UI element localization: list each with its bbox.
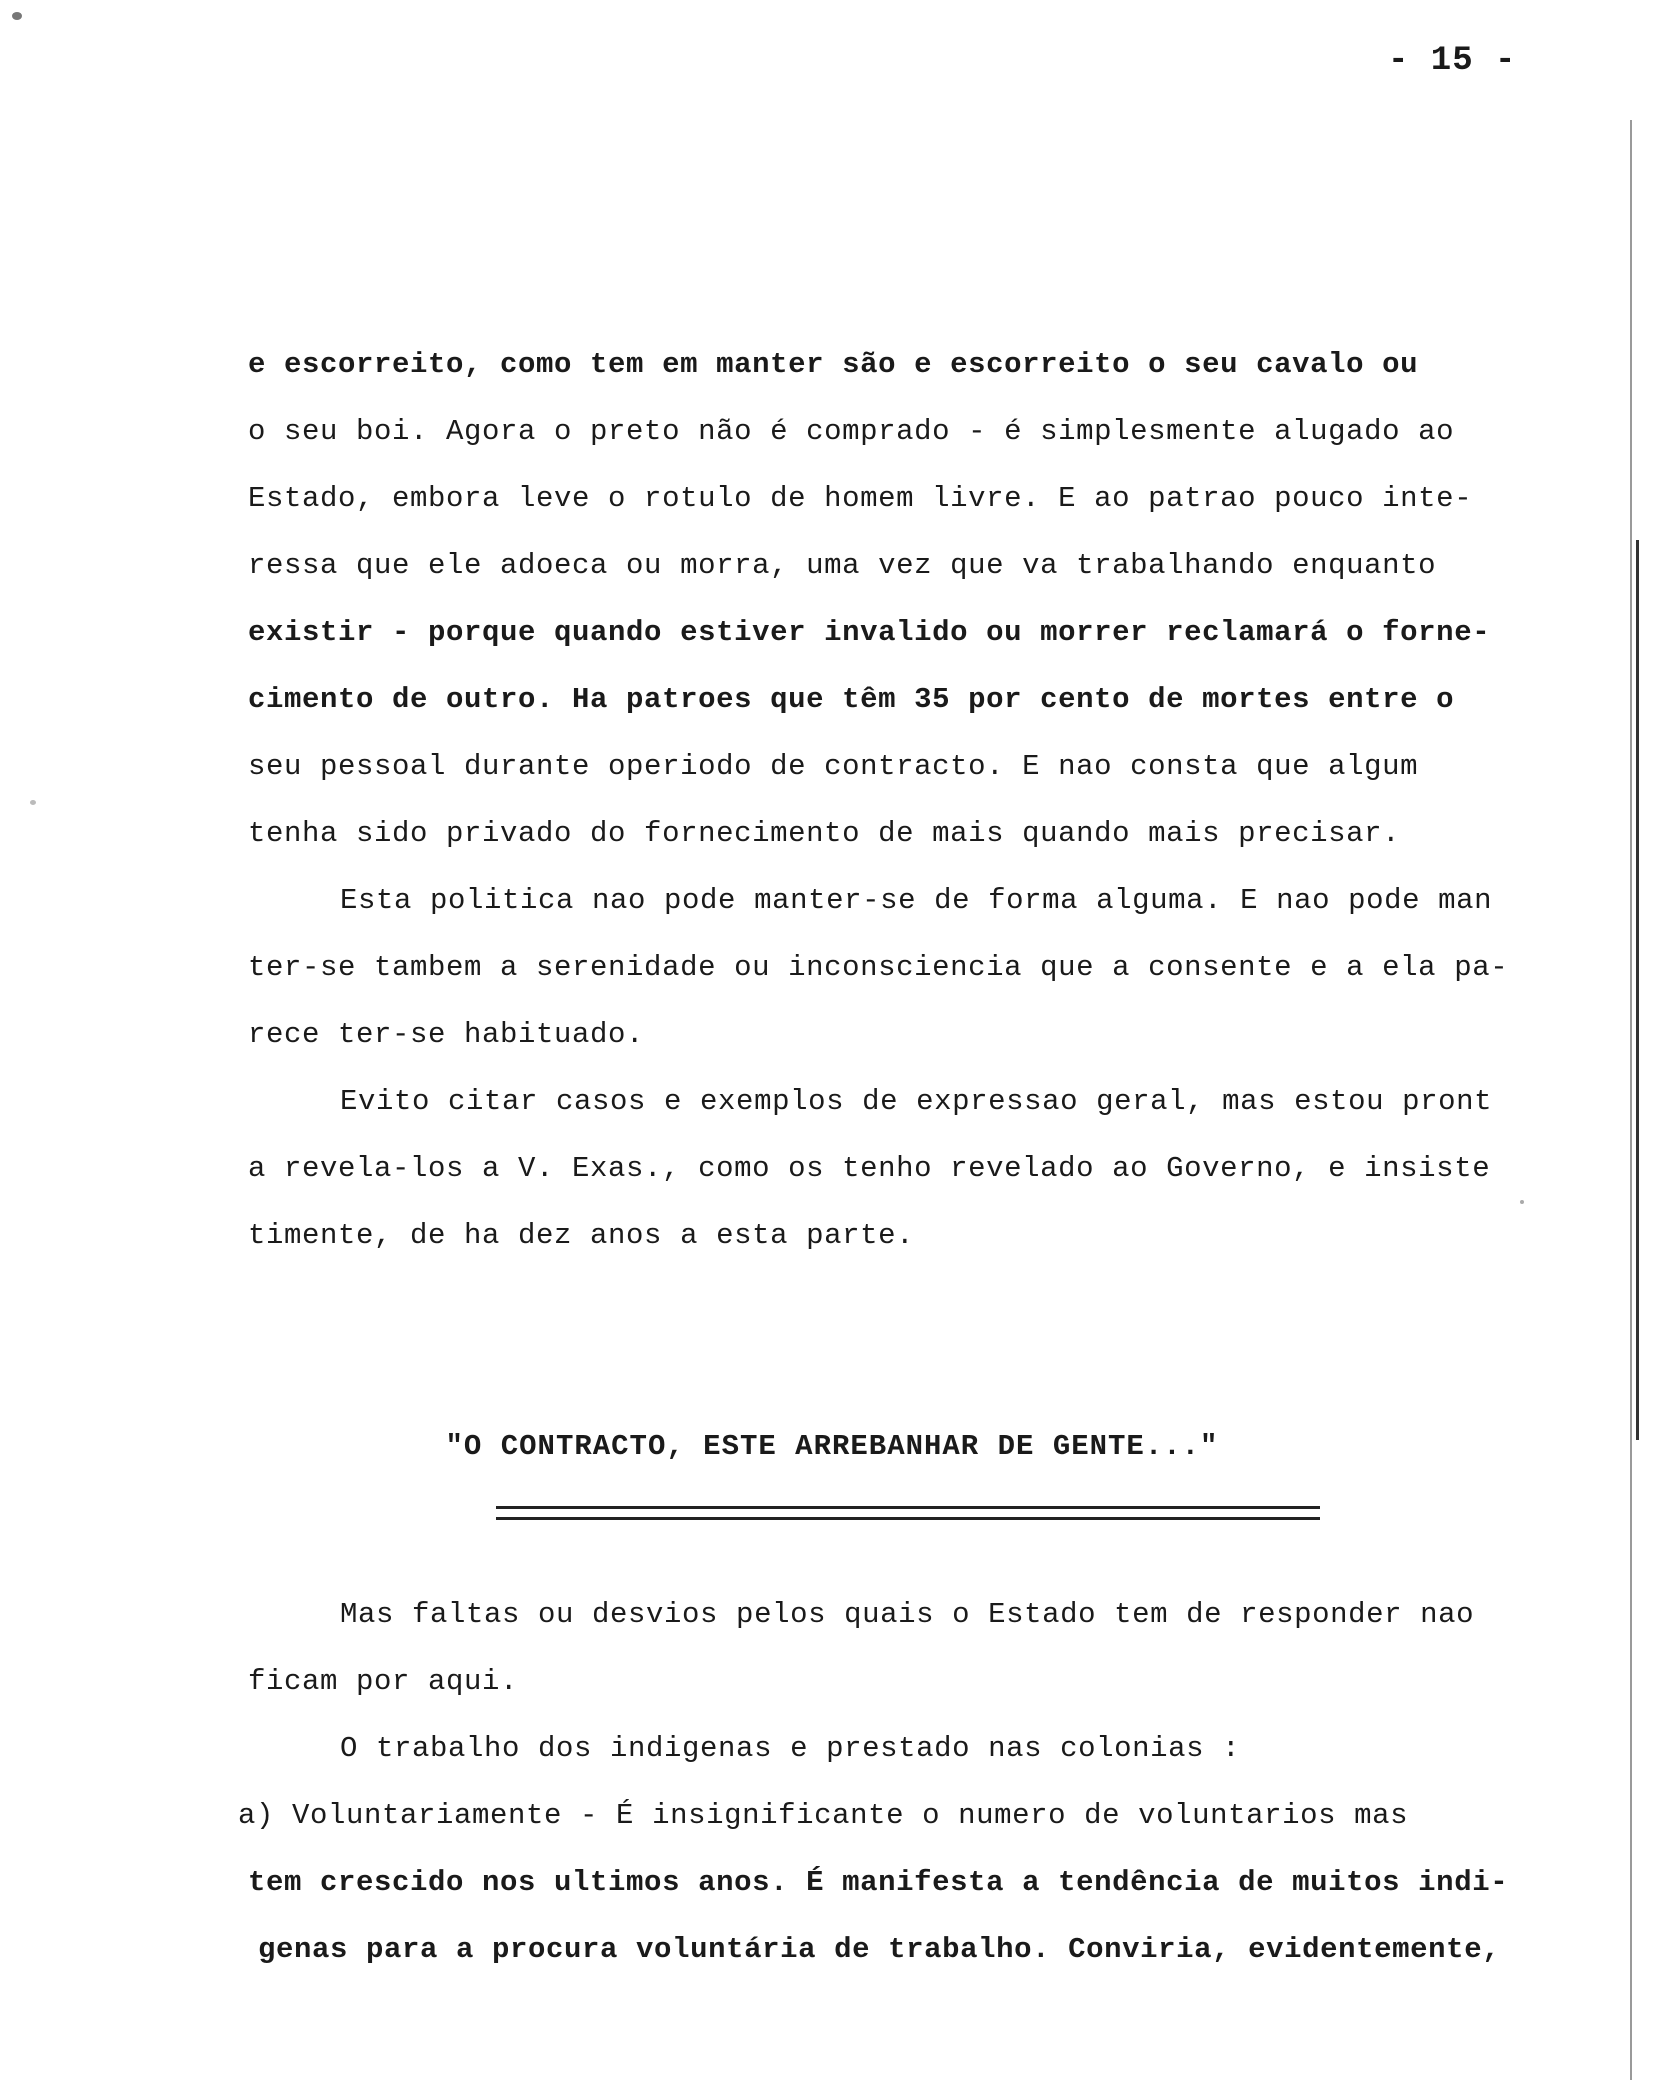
text-line: O trabalho dos indigenas e prestado nas colonias :: [340, 1732, 1241, 1765]
text-line: existir - porque quando estiver invalido ou morrer reclamará o forne-: [248, 616, 1491, 649]
text-line: genas para a procura voluntária de trabalho. Conviria, evidentemente,: [258, 1933, 1501, 1966]
text-line: Esta politica nao pode manter-se de forma alguma. E nao pode man: [340, 884, 1493, 917]
text-line: cimento de outro. Ha patroes que têm 35 por cento de mortes entre o: [248, 683, 1455, 716]
heading-underline: [496, 1506, 1320, 1520]
text-line: tem crescido nos ultimos anos. É manifesta a tendência de muitos indi-: [248, 1866, 1509, 1899]
text-line: ficam por aqui.: [248, 1665, 519, 1698]
scan-speck: [1520, 1200, 1524, 1204]
text-line: Estado, embora leve o rotulo de homem livre. E ao patrao pouco inte-: [248, 482, 1473, 515]
text-line: timente, de ha dez anos a esta parte.: [248, 1219, 915, 1252]
text-line: a revela-los a V. Exas., como os tenho revelado ao Governo, e insiste: [248, 1152, 1491, 1185]
text-line: Mas faltas ou desvios pelos quais o Estado tem de responder nao: [340, 1598, 1475, 1631]
section-heading: "O CONTRACTO, ESTE ARREBANHAR DE GENTE...": [445, 1430, 1219, 1463]
text-line: ter-se tambem a serenidade ou inconsciencia que a consente e a ela pa-: [248, 951, 1509, 984]
text-line: e escorreito, como tem em manter são e escorreito o seu cavalo ou: [248, 348, 1419, 381]
text-line: rece ter-se habituado.: [248, 1018, 645, 1051]
scan-speck: [12, 12, 22, 20]
text-line: ressa que ele adoeca ou morra, uma vez que va trabalhando enquanto: [248, 549, 1437, 582]
page-number: - 15 -: [1388, 42, 1517, 80]
text-line: a) Voluntariamente - É insignificante o numero de voluntarios mas: [238, 1799, 1409, 1832]
text-line: o seu boi. Agora o preto não é comprado - é simplesmente alugado ao: [248, 415, 1455, 448]
text-line: seu pessoal durante operiodo de contracto. E nao consta que algum: [248, 750, 1419, 783]
scan-speck: [30, 800, 36, 805]
text-line: tenha sido privado do fornecimento de mais quando mais precisar.: [248, 817, 1401, 850]
text-line: Evito citar casos e exemplos de expressao geral, mas estou pront: [340, 1085, 1493, 1118]
margin-line: [1630, 120, 1632, 2080]
margin-line-dark: [1636, 540, 1639, 1440]
